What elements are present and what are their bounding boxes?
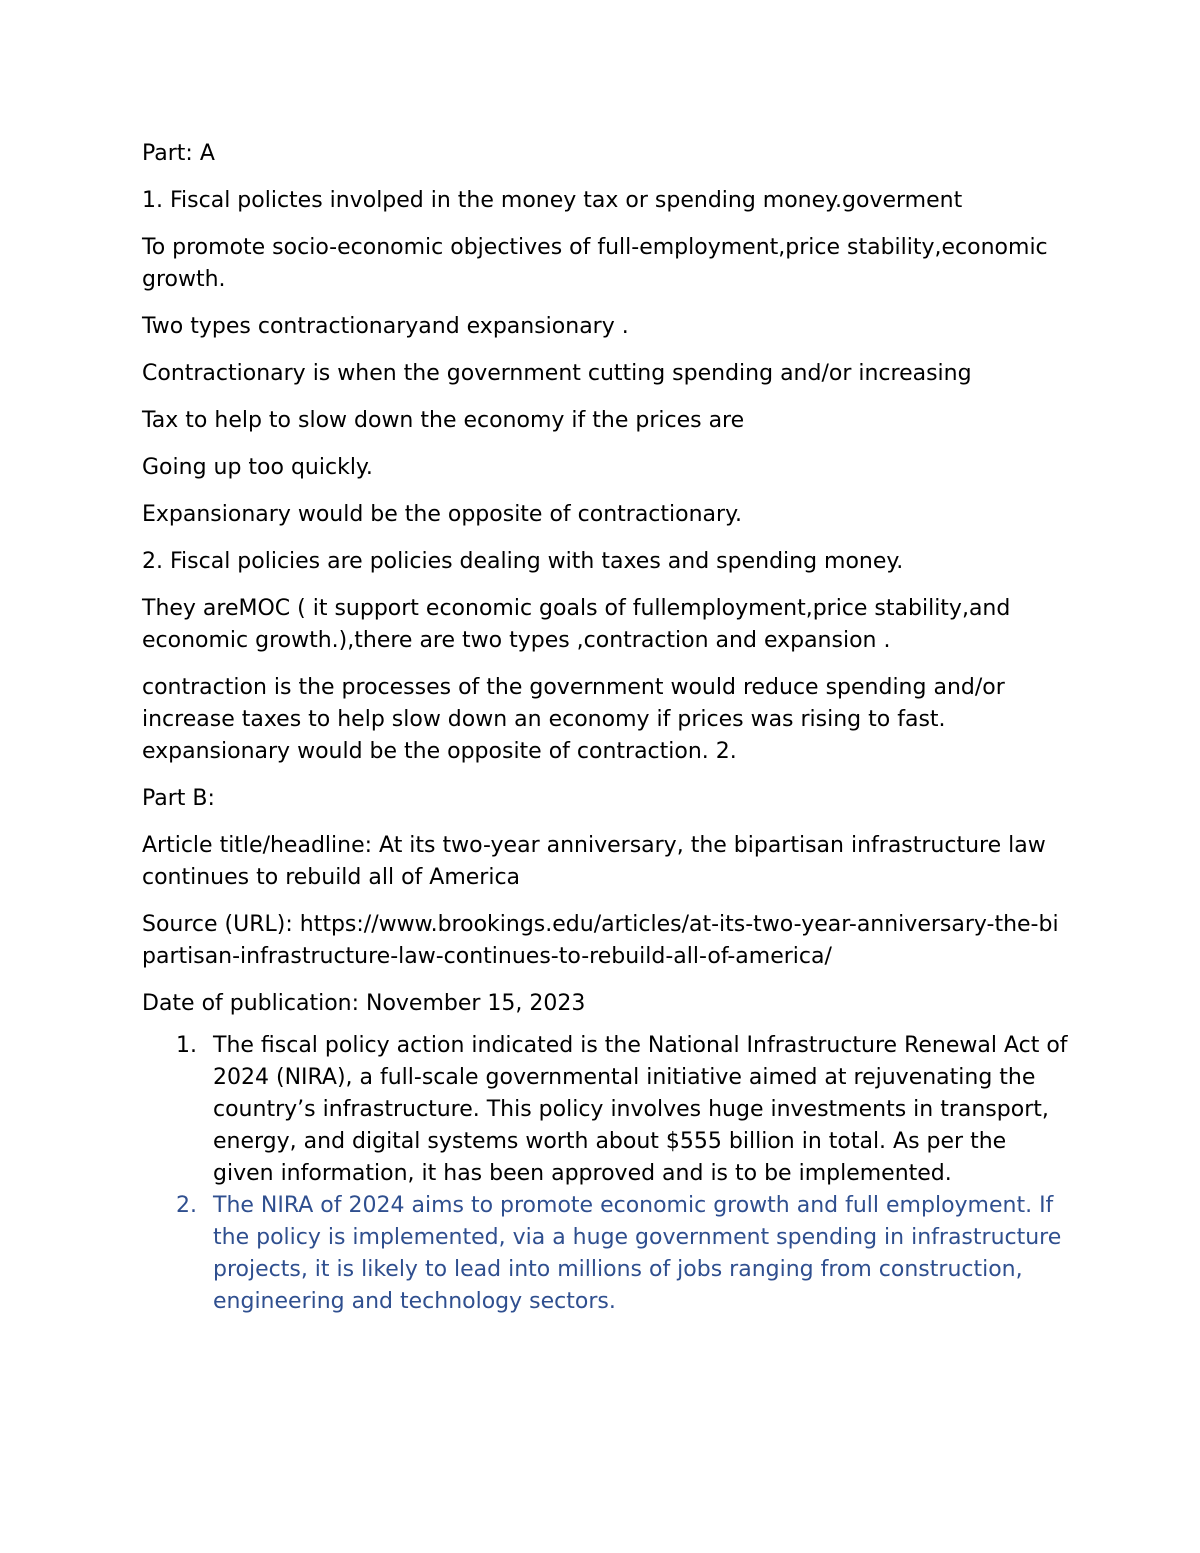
paragraph-5: Tax to help to slow down the economy if the prices are xyxy=(142,408,745,433)
list-item xyxy=(142,1030,1072,1190)
paragraph-7: Expansionary would be the opposite of contractionary. xyxy=(142,502,742,527)
paragraph-9: They areMOC ( it support economic goals of fullemployment,price stability,and economic growth.),there are two types ,contraction and expansion . xyxy=(142,596,1011,653)
paragraph-6: Going up too quickly. xyxy=(142,455,373,480)
paragraph-2: To promote socio-economic objectives of full-employment,price stability,economic growth. xyxy=(142,235,1048,292)
part-b-heading: Part B: xyxy=(142,786,215,811)
list-item-text: The NIRA of 2024 aims to promote economic growth and full employment. If the policy is implemented, via a huge government spending in infrastructure projects, it is likely to lead into millions of jobs ranging from construction, engineering and technology sectors. xyxy=(213,1193,1062,1314)
list-item xyxy=(142,1190,1072,1318)
list-item-number: 2. xyxy=(176,1193,197,1218)
publication-date: Date of publication: November 15, 2023 xyxy=(142,991,586,1016)
paragraph-8: 2. Fiscal policies are policies dealing with taxes and spending money. xyxy=(142,549,904,574)
source-url: Source (URL): https://www.brookings.edu/articles/at-its-two-year-anniversary-the-bipartisan-infrastructure-law-continues-to-rebuild-all-of-america/ xyxy=(142,912,1059,969)
list-item-text: The fiscal policy action indicated is the National Infrastructure Renewal Act of 2024 (NIRA), a full-scale governmental initiative aimed at rejuvenating the country’s infrastructure. This policy involves huge investments in transport, energy, and digital systems worth about $555 billion in total. As per the given information, it has been approved and is to be implemented. xyxy=(213,1033,1068,1186)
paragraph-10: contraction is the processes of the government would reduce spending and/or increase taxes to help slow down an economy if prices was rising to fast. expansionary would be the opposite of contraction. 2. xyxy=(142,675,1005,764)
paragraph-4: Contractionary is when the government cutting spending and/or increasing xyxy=(142,361,972,386)
paragraph-1: 1. Fiscal polictes involped in the money tax or spending money.goverment xyxy=(142,188,963,213)
paragraph-3: Two types contractionaryand expansionary . xyxy=(142,314,629,339)
article-title: Article title/headline: At its two-year anniversary, the bipartisan infrastructure law continues to rebuild all of America xyxy=(142,833,1046,890)
list-item-number: 1. xyxy=(176,1033,197,1058)
part-a-heading: Part: A xyxy=(142,141,215,166)
document-page xyxy=(142,138,1072,1318)
answers-list xyxy=(142,1030,1072,1318)
